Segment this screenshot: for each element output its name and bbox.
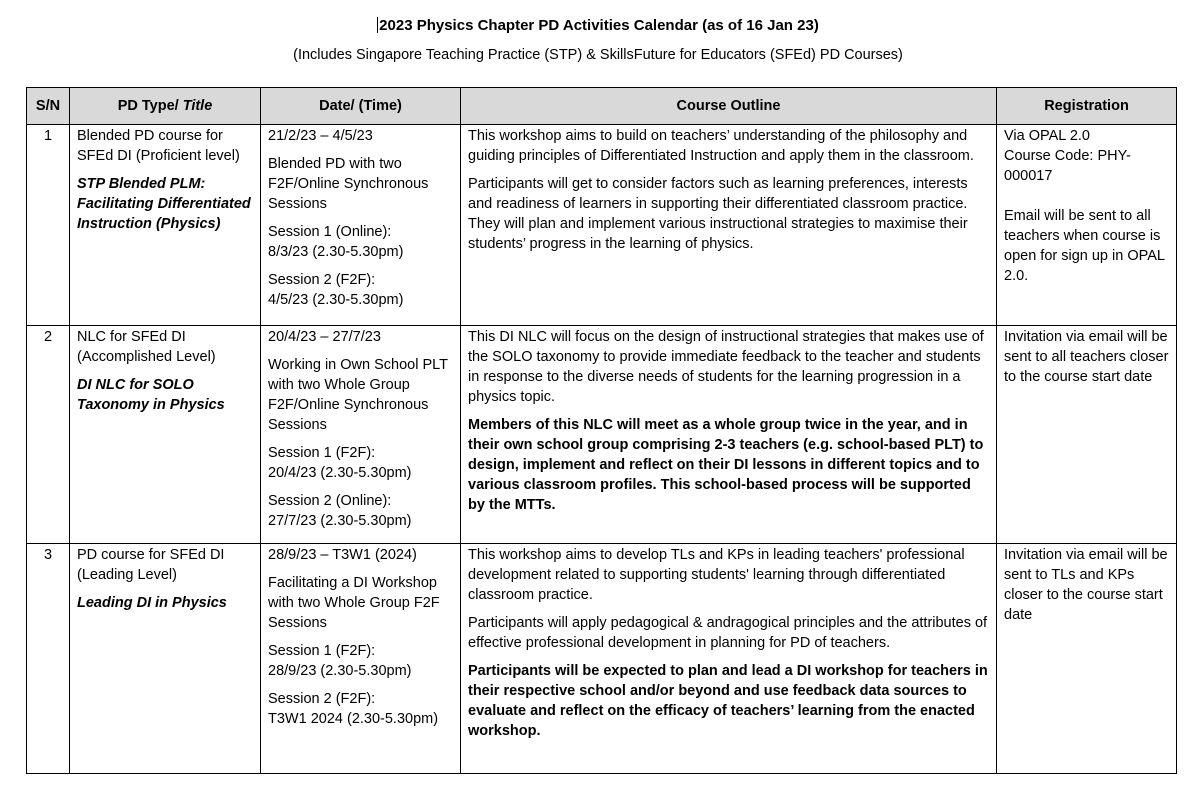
row-pd-type-cell <box>70 125 261 326</box>
pd-title: Leading DI in Physics <box>77 595 227 611</box>
pd-type-label: PD Type/ <box>117 98 183 114</box>
outline-paragraph: This workshop aims to develop TLs and KPs in leading teachers' professional development related to supporting students' learning through differentiated classroom practice. <box>468 547 965 603</box>
column-header-outline: Course Outline <box>461 88 997 125</box>
course-code: Course Code: PHY-000017 <box>1004 148 1131 184</box>
column-header-sn: S/N <box>27 88 70 125</box>
row-outline-cell <box>461 326 997 544</box>
pd-format: Blended PD with two F2F/Online Synchronous Sessions <box>268 156 429 212</box>
row-date-cell <box>261 326 461 544</box>
row-outline-cell <box>461 125 997 326</box>
row-sn: 2 <box>27 326 70 544</box>
date-range: 21/2/23 – 4/5/23 <box>268 128 373 144</box>
table-row <box>27 544 1177 774</box>
row-pd-type-cell <box>70 544 261 774</box>
row-sn: 1 <box>27 125 70 326</box>
outline-paragraph-emphasis: Members of this NLC will meet as a whole group twice in the year, and in their own school group comprising 2-3 teachers (e.g. school-based PLT) to design, implement and reflect on their DI lessons in different topics and to various classroom profiles. This school-based process will be supported by the MTTs. <box>468 417 984 513</box>
session-1-time: 20/4/23 (2.30-5.30pm) <box>268 465 412 481</box>
column-header-registration: Registration <box>997 88 1177 125</box>
session-1-label: Session 1 (Online): <box>268 224 392 240</box>
row-registration-cell <box>997 544 1177 774</box>
outline-paragraph-emphasis: Participants will be expected to plan and lead a DI workshop for teachers in their respective school and/or beyond and use feedback data sources to evaluate and reflect on the efficacy of teachers’ learning from the enacted workshop. <box>468 663 988 739</box>
row-pd-type-cell <box>70 326 261 544</box>
registration-note: Invitation via email will be sent to TLs and KPs closer to the course start date <box>1004 547 1168 623</box>
pd-activities-table <box>26 87 1177 774</box>
session-1-time: 28/9/23 (2.30-5.30pm) <box>268 663 412 679</box>
table-row <box>27 125 1177 326</box>
registration-note: Invitation via email will be sent to all teachers closer to the course start date <box>1004 329 1169 385</box>
row-outline-cell <box>461 544 997 774</box>
date-range: 28/9/23 – T3W1 (2024) <box>268 547 417 563</box>
row-date-cell <box>261 125 461 326</box>
registration-method: Via OPAL 2.0 <box>1004 128 1090 144</box>
document-header <box>0 16 1196 65</box>
session-1-label: Session 1 (F2F): <box>268 643 376 659</box>
table-header-row <box>27 88 1177 125</box>
row-sn: 3 <box>27 544 70 774</box>
row-registration-cell <box>997 125 1177 326</box>
pd-format: Working in Own School PLT with two Whole Group F2F/Online Synchronous Sessions <box>268 357 448 433</box>
session-2-label: Session 2 (F2F): <box>268 272 376 288</box>
pd-format: Facilitating a DI Workshop with two Whole Group F2F Sessions <box>268 575 440 631</box>
column-header-pd-type <box>70 88 261 125</box>
pd-title: DI NLC for SOLO Taxonomy in Physics <box>77 377 225 413</box>
document-title-text: 2023 Physics Chapter PD Activities Calendar (as of 16 Jan 23) <box>379 17 819 34</box>
session-2-label: Session 2 (F2F): <box>268 691 376 707</box>
pd-type: NLC for SFEd DI (Accomplished Level) <box>77 329 216 365</box>
outline-paragraph: Participants will apply pedagogical & andragogical principles and the attributes of effective professional development in planning for PD of teachers. <box>468 615 988 651</box>
session-1-time: 8/3/23 (2.30-5.30pm) <box>268 244 404 260</box>
column-header-date: Date/ (Time) <box>261 88 461 125</box>
outline-paragraph: This workshop aims to build on teachers’ understanding of the philosophy and guiding principles of Differentiated Instruction and apply them in the classroom. <box>468 128 974 164</box>
document-subtitle: (Includes Singapore Teaching Practice (STP) & SkillsFuture for Educators (SFEd) PD Courses) <box>293 47 903 63</box>
title-label: Title <box>182 98 213 114</box>
session-2-time: 4/5/23 (2.30-5.30pm) <box>268 292 404 308</box>
session-2-time: 27/7/23 (2.30-5.30pm) <box>268 513 412 529</box>
date-range: 20/4/23 – 27/7/23 <box>268 329 381 345</box>
session-2-label: Session 2 (Online): <box>268 493 392 509</box>
pd-title: STP Blended PLM: Facilitating Differentiated Instruction (Physics) <box>77 176 251 232</box>
session-2-time: T3W1 2024 (2.30-5.30pm) <box>268 711 439 727</box>
pd-type: PD course for SFEd DI (Leading Level) <box>77 547 225 583</box>
table-row <box>27 326 1177 544</box>
outline-paragraph: Participants will get to consider factors such as learning preferences, interests and readiness of learners in supporting their differentiated classroom practice. They will plan and implement various instructional strategies to maximise their students’ progress in the learning of physics. <box>468 176 968 252</box>
row-registration-cell <box>997 326 1177 544</box>
outline-paragraph: This DI NLC will focus on the design of instructional strategies that makes use of the SOLO taxonomy to provide immediate feedback to the teacher and students in response to the diverse needs of students for the learning progression in a physics topic. <box>468 329 984 405</box>
document-title <box>0 16 1196 36</box>
row-date-cell <box>261 544 461 774</box>
pd-type: Blended PD course for SFEd DI (Proficient level) <box>77 128 240 164</box>
registration-note: Email will be sent to all teachers when course is open for sign up in OPAL 2.0. <box>1004 208 1165 284</box>
session-1-label: Session 1 (F2F): <box>268 445 376 461</box>
